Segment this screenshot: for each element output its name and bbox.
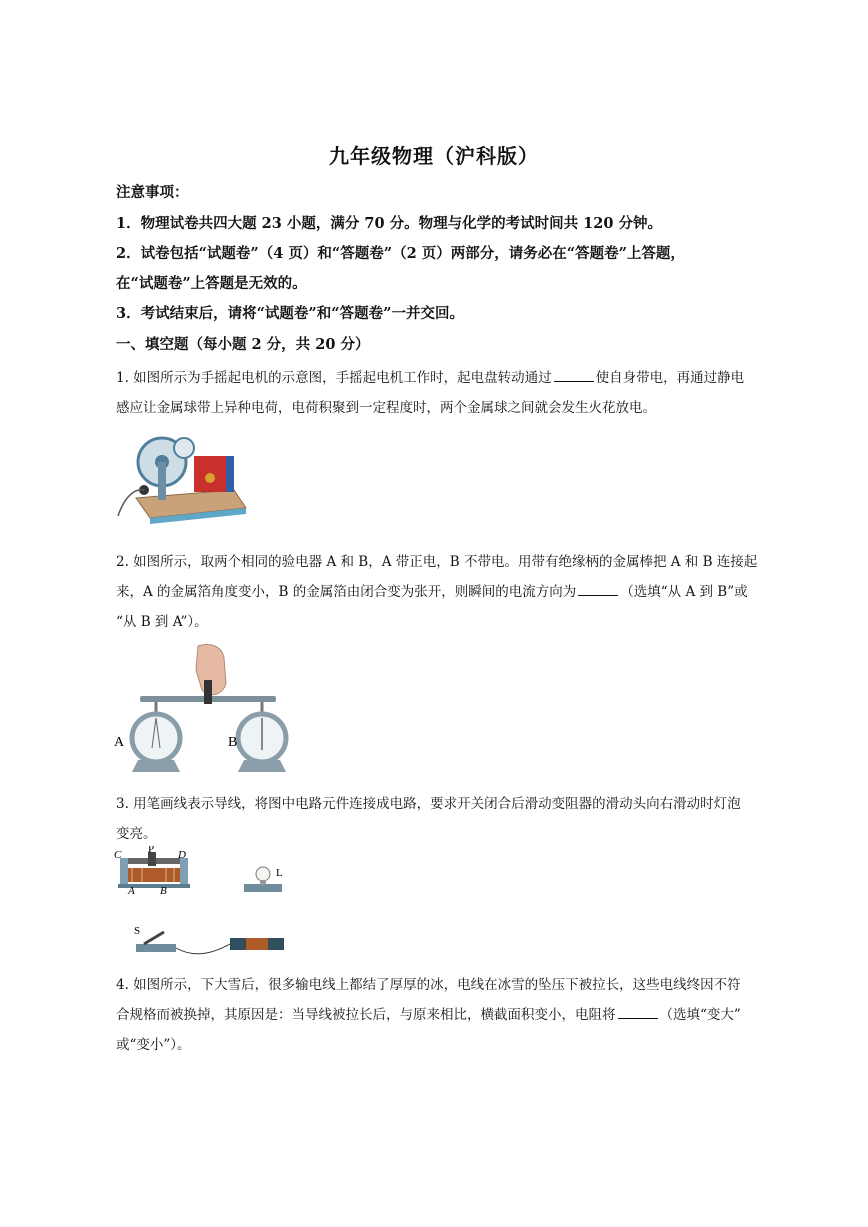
q1-line-2: 感应让金属球带上异种电荷，电荷积聚到一定程度时，两个金属球之间就会发生火花放电。: [116, 400, 656, 416]
q4-text-a: 合规格而被换掉，其原因是：当导线被拉长后，与原来相比，横截面积变小，电阻将: [116, 1007, 616, 1023]
q3-line-2: 变亮。: [116, 826, 157, 842]
q2-answer-blank[interactable]: [578, 583, 618, 596]
q2-line-3: “从 B 到 A”）。: [116, 614, 208, 630]
q4-line-3: 或“变小”）。: [116, 1037, 191, 1053]
q4-line-2: [116, 1003, 741, 1023]
q3-line-1: 3. 用笔画线表示导线，将图中电路元件连接成电路，要求开关闭合后滑动变阻器的滑动头向右滑动时灯泡: [116, 796, 741, 812]
q3-label-p: P: [148, 846, 155, 855]
q2-label-b: B: [228, 735, 238, 750]
q1-text-b: 使自身带电，再通过静电: [595, 370, 745, 386]
notice-heading: 注意事项：: [116, 184, 189, 201]
q1-text-a: 1. 如图所示为手摇起电机的示意图，手摇起电机工作时，起电盘转动通过: [116, 370, 552, 386]
q4-line-1: 4. 如图所示，下大雪后，很多输电线上都结了厚厚的冰，电线在冰雪的坠压下被拉长，这些电线终因不符: [116, 977, 741, 993]
q3-circuit-figure: [112, 846, 302, 958]
q3-label-b: B: [160, 885, 167, 897]
page-title: 九年级物理（沪科版）: [329, 144, 539, 168]
q2-line-1: 2. 如图所示，取两个相同的验电器 A 和 B，A 带正电，B 不带电。用带有绝缘柄的金属棒把 A 和 B 连接起: [116, 554, 758, 570]
section-1-heading: 一、填空题（每小题 2 分，共 20 分）: [116, 336, 370, 353]
q3-label-l: L: [276, 867, 283, 879]
q2-text-b: （选填“从 A 到 B”或: [620, 584, 748, 600]
q3-label-a: A: [128, 885, 135, 897]
q2-text-a: 来，A 的金属箔角度变小，B 的金属箔由闭合变为张开，则瞬间的电流方向为: [116, 584, 577, 600]
notice-item-1: 1．物理试卷共四大题 23 小题，满分 70 分。物理与化学的考试时间共 120 分钟。: [116, 215, 662, 232]
q2-electroscope-figure: [110, 640, 290, 774]
q3-label-c: C: [114, 849, 122, 861]
notice-item-3: 3．考试结束后，请将“试题卷”和“答题卷”一并交回。: [116, 305, 464, 322]
q2-line-2: [116, 580, 748, 600]
q4-answer-blank[interactable]: [618, 1006, 658, 1019]
switch-base: [136, 944, 176, 952]
q4-text-b: （选填“变大”: [659, 1007, 741, 1023]
notice-item-2-line-2: 在“试题卷”上答题是无效的。: [116, 275, 307, 292]
q3-label-s: S: [134, 925, 141, 937]
lamp-base: [244, 884, 282, 892]
notice-item-2-line-1: 2．试卷包括“试题卷”（4 页）和“答题卷”（2 页）两部分，请务必在“答题卷”上答题，: [116, 245, 685, 262]
q2-label-a: A: [114, 735, 125, 750]
q1-generator-figure: [114, 428, 254, 524]
q1-answer-blank[interactable]: [554, 369, 594, 382]
q3-label-d: D: [178, 849, 186, 861]
q1-line-1: [116, 366, 744, 386]
switch-lever[interactable]: [144, 932, 164, 944]
